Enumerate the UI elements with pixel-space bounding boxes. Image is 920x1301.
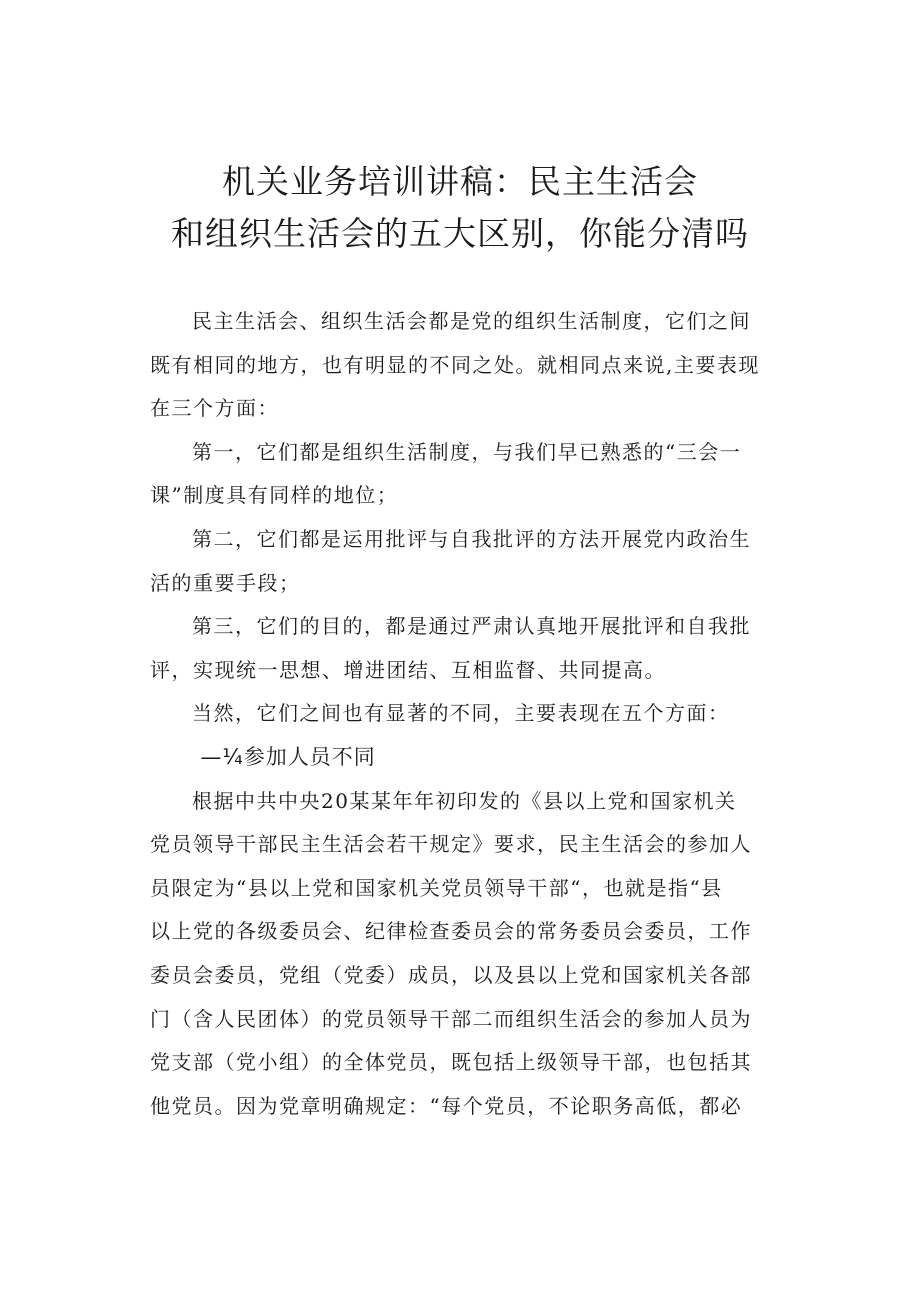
differences-intro-paragraph: 当然，它们之间也有显著的不同，主要表现在五个方面： [192, 701, 730, 726]
document-body [150, 300, 800, 1128]
section-heading: —¼参加人员不同 [200, 744, 376, 769]
document-title [0, 156, 920, 260]
section-paragraph: 根据中共中央20某某年年初印发的《县以上党和国家机关 党员领导干部民主生活会若干规定》要求，民主生活会的参加人 员限定为“县以上党和国家机关党员领导干部“，也就是指“县 以上党的各级委员会、纪律检查委员会的常务委员会委员，工作 委员会委员，党组（党委）成员，以及县以上党和国家机关各部 门（含人民团体）的党员领导干部二而组织生活会的参加人员为 党支部（党小组）的全体党员，既包括上级领导干部，也包括其 他党员。因为党章明确规定：“每个党员，不论职务高低，都必 [150, 788, 752, 1118]
intro-paragraph: 民主生活会、组织生活会都是党的组织生活制度，它们之间 既有相同的地方，也有明显的不同之处。就相同点来说,主要表现 在三个方面： [150, 309, 760, 421]
point-two-paragraph: 第二，它们都是运用批评与自我批评的方法开展党内政治生 活的重要手段； [150, 526, 751, 595]
point-one-paragraph: 第一，它们都是组织生活制度，与我们早已熟悉的“三会一 课”制度具有同样的地位； [150, 439, 742, 508]
point-three-paragraph: 第三，它们的目的，都是通过严肃认真地开展批评和自我批 评，实现统一思想、增进团结、互相监督、共同提高。 [150, 614, 751, 682]
title-line-2: 和组织生活会的五大区别，你能分清吗 [171, 214, 749, 253]
title-line-1: 机关业务培训讲稿：民主生活会 [222, 162, 698, 201]
